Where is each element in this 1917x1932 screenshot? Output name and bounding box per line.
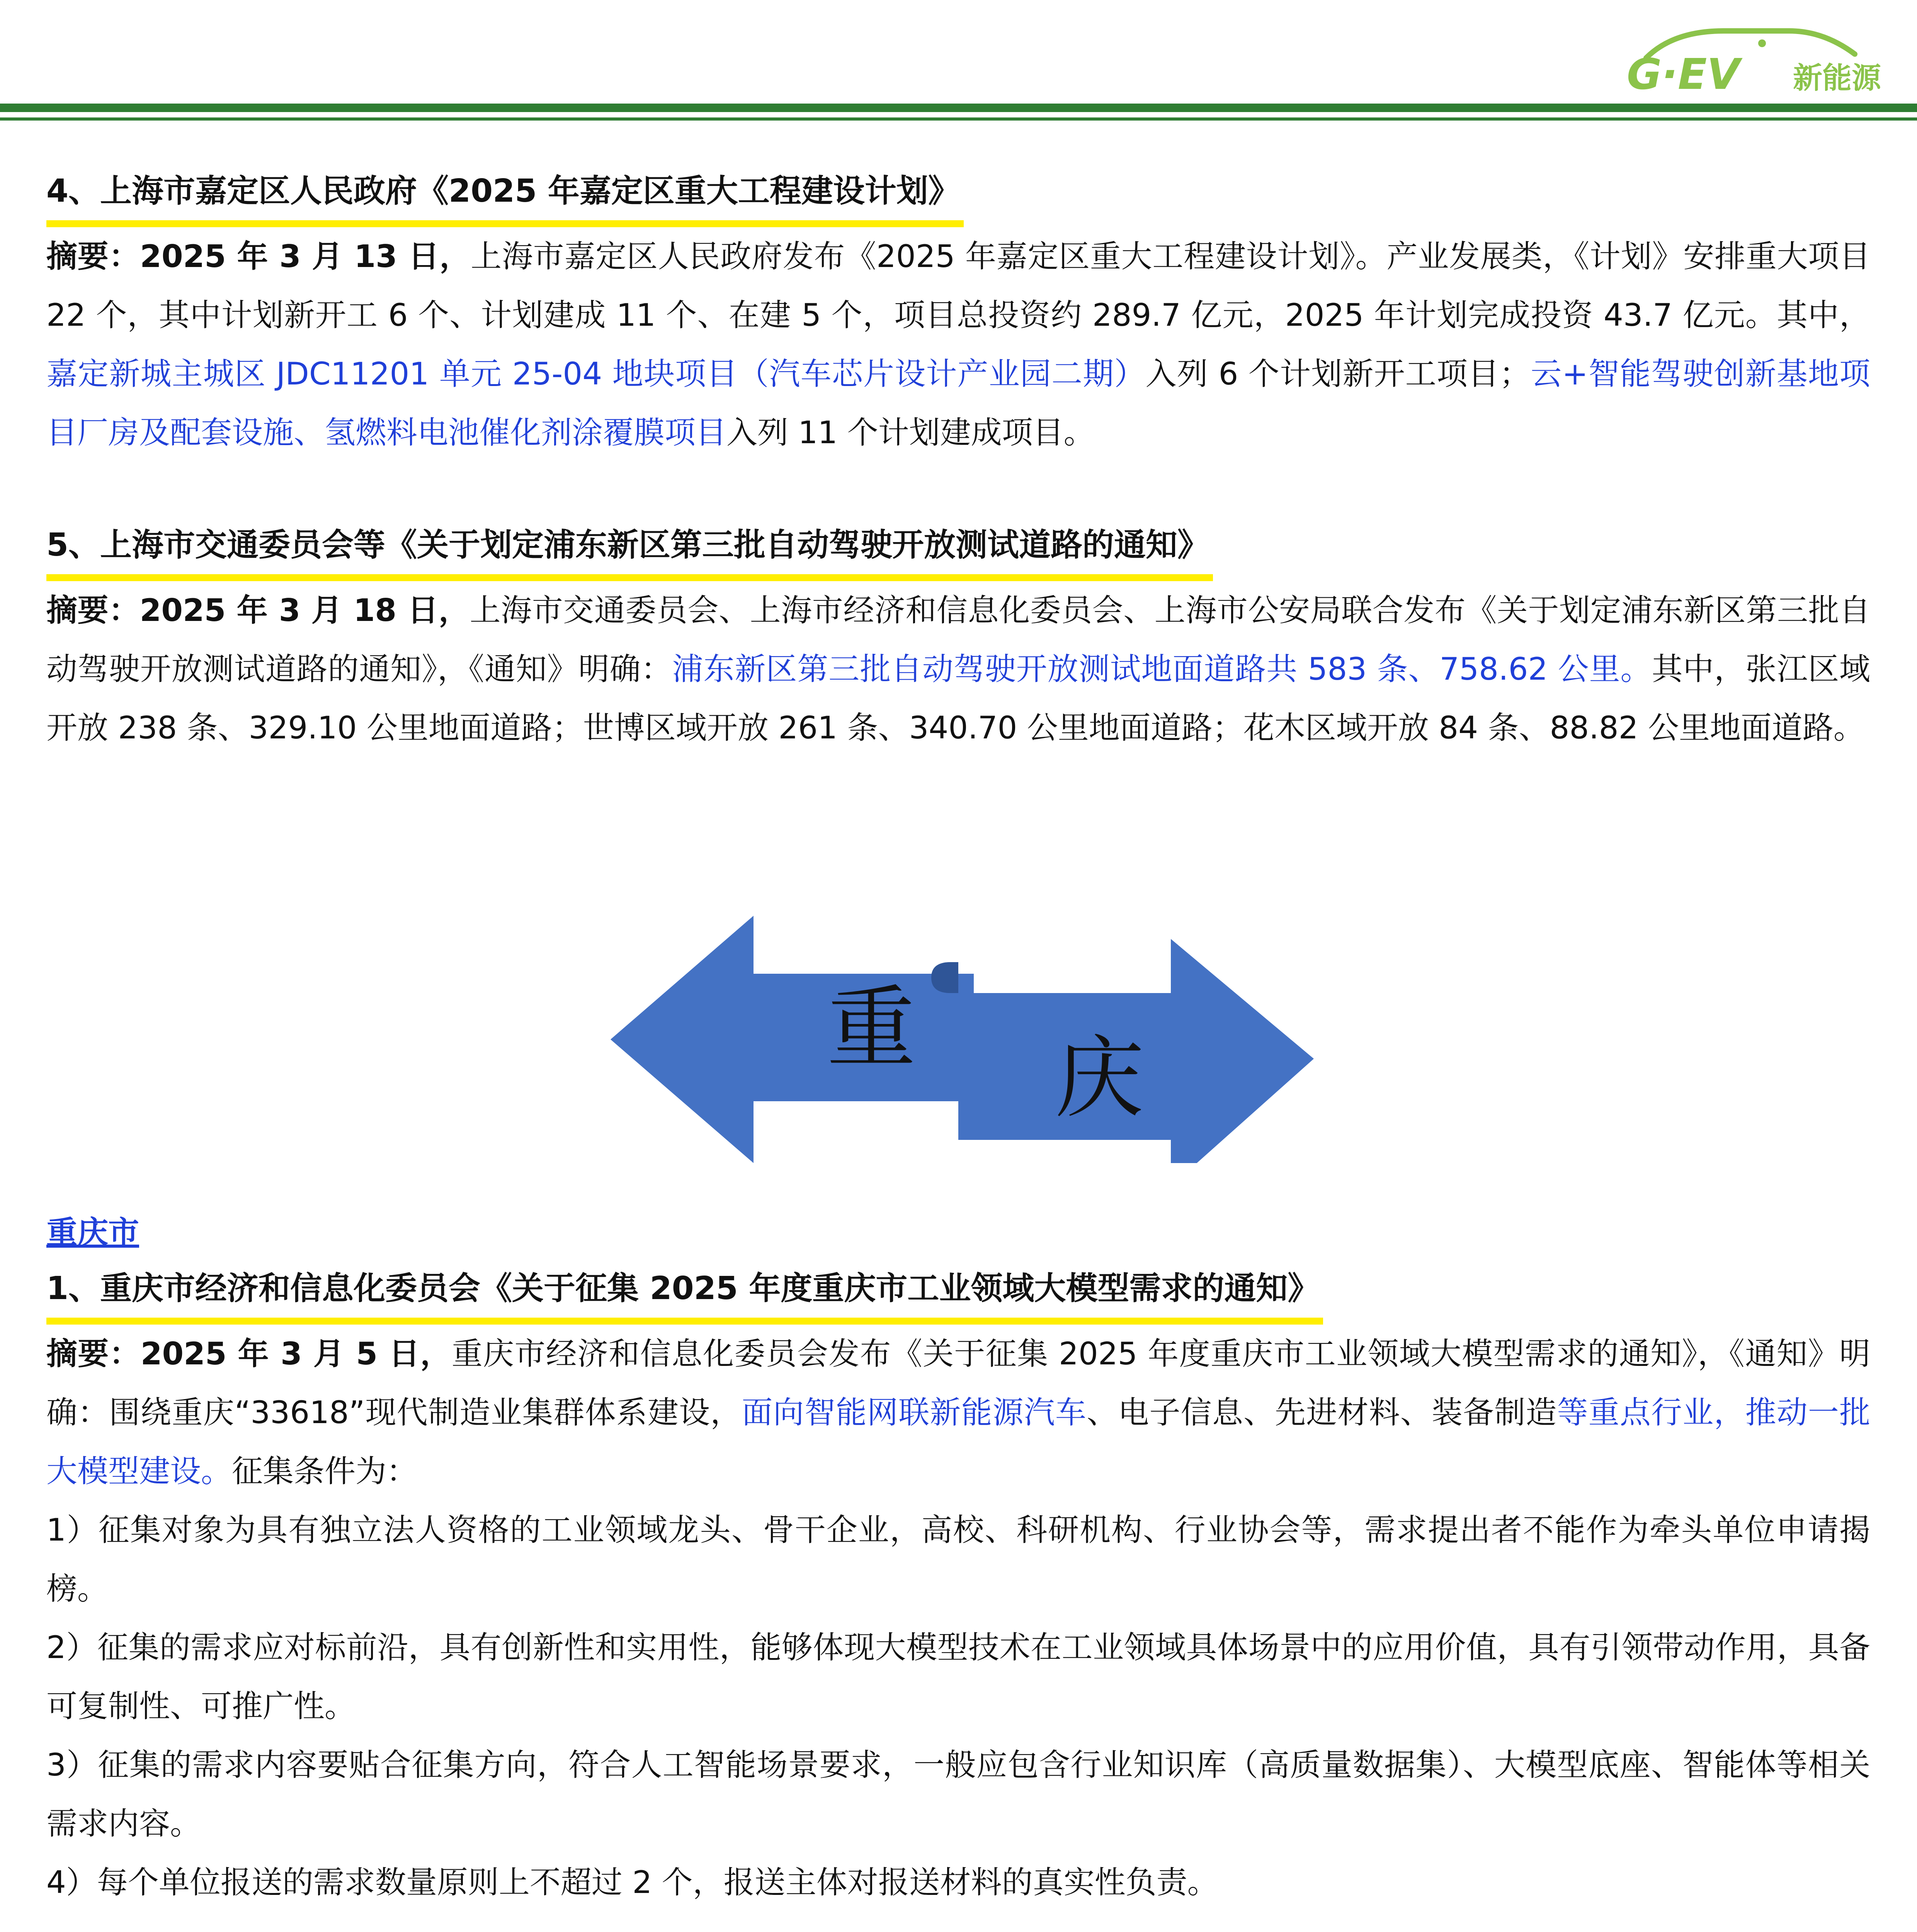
summary-text: 入列 6 个计划新开工项目； [1145,356,1531,392]
summary-label: 摘要：2025 年 3 月 5 日， [46,1336,452,1372]
summary-text: 入列 11 个计划建成项目。 [726,415,1095,451]
item-heading: 5、上海市交通委员会等《关于划定浦东新区第三批自动驾驶开放测试道路的通知》 [46,516,1213,581]
banner-left-char: 重 [827,977,916,1080]
project-link: 嘉定新城主城区 JDC11201 单元 25-04 地块项目（汽车芯片设计产业园二期） [46,356,1146,392]
highlight-link: 面向智能网联新能源汽车 [742,1395,1087,1430]
summary-text: 、电子信息、先进材料、装备制造 [1087,1395,1557,1430]
summary-label: 摘要：2025 年 3 月 18 日， [46,592,470,628]
region-link-chongqing[interactable]: 重庆市 [46,1214,139,1250]
summary-text: 其中，张江区域开放 238 条、329.10 公里地面道路；世博区域开放 261 条、340.70 公里地面道路；花木区域开放 84 条、88.82 公里地面道路。 [46,651,1871,746]
item-heading: 1、重庆市经济和信息化委员会《关于征集 2025 年度重庆市工业领域大模型需求的通知》 [46,1260,1323,1325]
summary-text: 征集条件为： [232,1453,417,1489]
highlight-link: 等重点行业，推动一批大模型建设。 [46,1395,1871,1489]
header-rule-thin [0,117,1917,121]
shanghai-section [46,162,1870,757]
condition-point: 2）征集的需求应对标前沿，具有创新性和实用性，能够体现大模型技术在工业领域具体场景中的应用价值，具有引领带动作用，具备可复制性、可推广性。 [46,1629,1870,1724]
condition-point: 4）每个单位报送的需求数量原则上不超过 2 个，报送主体对报送材料的真实性负责。 [46,1864,1218,1900]
header-rule-thick [0,104,1917,112]
gev-logo [1623,23,1886,97]
summary-text: 上海市交通委员会、上海市经济和信息化委员会、上海市公安局联合发布《关于划定浦东新区第三批自动驾驶开放测试道路的通知》，《通知》明确： [46,592,1871,687]
condition-point: 1）征集对象为具有独立法人资格的工业领域龙头、骨干企业，高校、科研机构、行业协会等，需求提出者不能作为牵头单位申请揭榜。 [46,1512,1870,1607]
logo-text: G·EV [1627,49,1740,97]
region-banner [611,916,1314,1163]
item-summary [46,1325,1870,1501]
item-summary [46,227,1870,462]
condition-point: 3）征集的需求内容要贴合征集方向，符合人工智能场景要求，一般应包含行业知识库（高质量数据集）、大模型底座、智能体等相关需求内容。 [46,1747,1870,1842]
item-heading: 4、上海市嘉定区人民政府《2025 年嘉定区重大工程建设计划》 [46,162,964,227]
left-arrow-icon [611,916,974,1163]
logo-subtext: 新能源 [1793,61,1881,95]
banner-right-char: 庆 [1055,1027,1144,1130]
summary-label: 摘要：2025 年 3 月 13 日， [46,238,471,274]
summary-text: 上海市嘉定区人民政府发布《2025 年嘉定区重大工程建设计划》。产业发展类，《计划》安排重大项目 22 个，其中计划新开工 6 个、计划建成 11 个、在建 5 个，项目总投资约 289.7 亿元，2025 年计划完成投资 43.7 亿元。其中， [46,238,1870,333]
summary-text: 重庆市经济和信息化委员会发布《关于征集 2025 年度重庆市工业领域大模型需求的通知》，《通知》明确：围绕重庆“33618”现代制造业集群体系建设， [46,1336,1870,1430]
item-summary [46,581,1870,757]
project-link: 云+智能驾驶创新基地项目厂房及配套设施、氢燃料电池催化剂涂覆膜项目 [46,356,1871,451]
project-link: 浦东新区第三批自动驾驶开放测试地面道路共 583 条、758.62 公里。 [672,651,1652,687]
chongqing-section [46,1260,1870,1932]
